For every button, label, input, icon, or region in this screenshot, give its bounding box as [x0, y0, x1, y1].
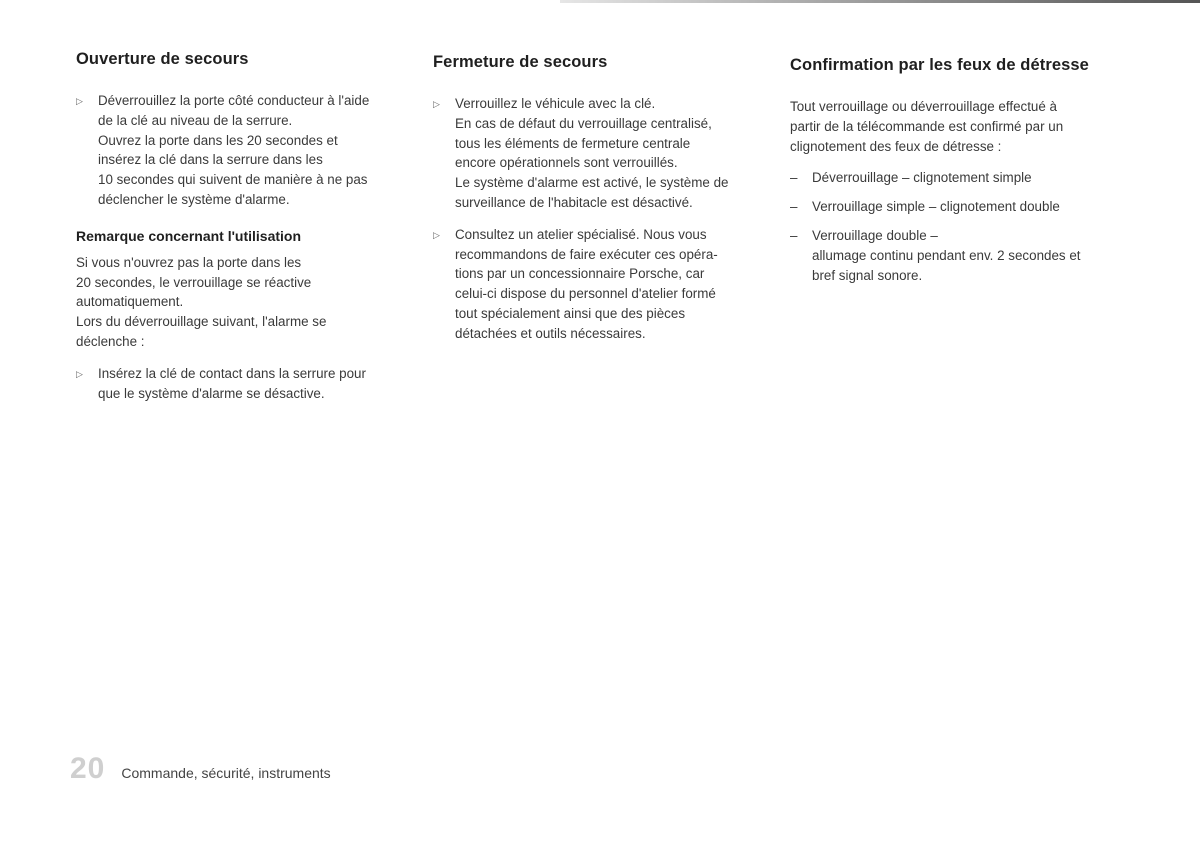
text-line: Tout verrouillage ou déverrouillage effectué à	[790, 99, 1057, 114]
list-item-deverrouillage	[790, 168, 1130, 188]
subheading-remarque: Remarque concernant l'utilisation	[76, 227, 302, 244]
column-fermeture	[433, 53, 773, 356]
text-line: allumage continu pendant env. 2 secondes et	[812, 247, 1081, 263]
paragraph-confirmation	[790, 97, 1130, 156]
text-line: que le système d'alarme se désactive.	[98, 385, 325, 401]
text-line: Déverrouillage – clignotement simple	[812, 170, 1032, 186]
list-item-verrouillage-double	[790, 226, 1130, 285]
text-line: déclencher le système d'alarme.	[98, 191, 290, 207]
heading-confirmation: Confirmation par les feux de détresse	[790, 56, 1089, 74]
top-rule	[560, 0, 1200, 3]
text-line: 10 secondes qui suivent de manière à ne pas	[98, 172, 368, 188]
heading-ouverture-de-secours: Ouverture de secours	[76, 50, 249, 68]
text-line: de la clé au niveau de la serrure.	[98, 112, 293, 128]
text-line: En cas de défaut du verrouillage centralisé,	[455, 115, 712, 131]
text-line: déclenche :	[76, 333, 145, 349]
text-line: insérez la clé dans la serrure dans les	[98, 152, 323, 168]
text-line: Le système d'alarme est activé, le système de	[455, 175, 729, 191]
text-line: recommandons de faire exécuter ces opéra-	[455, 246, 718, 262]
text-line: Verrouillage simple – clignotement double	[812, 199, 1060, 215]
paragraph-remarque	[76, 253, 416, 352]
step-verrouillez	[433, 94, 773, 213]
step-arrow-icon: ▷	[76, 368, 83, 379]
text-line: Si vous n'ouvrez pas la porte dans les	[76, 254, 302, 270]
text-line: Insérez la clé de contact dans la serrure pour	[98, 365, 366, 381]
text-line: surveillance de l'habitacle est désactivé.	[455, 194, 693, 210]
text-line: automatiquement.	[76, 294, 184, 310]
dash-marker: –	[790, 170, 798, 186]
step-arrow-icon: ▷	[433, 99, 440, 109]
text-line: tous les éléments de fermeture centrale	[455, 135, 691, 151]
section-title: Commande, sécurité, instruments	[121, 765, 331, 781]
step-inserez-cle	[76, 364, 416, 404]
step-arrow-icon: ▷	[76, 96, 83, 106]
text-line: Lors du déverrouillage suivant, l'alarme se	[76, 314, 327, 330]
text-line: partir de la télécommande est confirmé par un	[790, 118, 1064, 134]
text-line: Consultez un atelier spécialisé. Nous vous	[455, 226, 707, 242]
text-line: tions par un concessionnaire Porsche, car	[455, 266, 705, 282]
dash-marker: –	[790, 227, 798, 243]
text-line: clignotement des feux de détresse :	[790, 138, 1002, 154]
text-line: Verrouillez le véhicule avec la clé.	[455, 96, 656, 111]
text-line: celui-ci dispose du personnel d'atelier formé	[455, 286, 716, 302]
text-line: détachées et outils nécessaires.	[455, 325, 646, 341]
step-deverrouillez	[76, 91, 416, 210]
step-consultez	[433, 225, 773, 344]
text-line: Ouvrez la porte dans les 20 secondes et	[98, 132, 338, 148]
text-line: Verrouillage double –	[812, 227, 938, 243]
step-arrow-icon: ▷	[433, 229, 440, 240]
column-confirmation	[790, 56, 1130, 294]
text-line: Déverrouillez la porte côté conducteur à l'aide	[98, 93, 370, 108]
text-line: encore opérationnels sont verrouillés.	[455, 155, 678, 171]
text-line: 20 secondes, le verrouillage se réactive	[76, 274, 312, 290]
text-line: bref signal sonore.	[812, 267, 923, 283]
column-ouverture	[76, 50, 416, 415]
dash-marker: –	[790, 199, 798, 215]
list-item-verrouillage-simple	[790, 197, 1130, 217]
page-footer	[70, 752, 331, 786]
heading-fermeture-de-secours: Fermeture de secours	[433, 53, 608, 71]
page-number: 20	[70, 752, 106, 785]
text-line: tout spécialement ainsi que des pièces	[455, 305, 686, 321]
